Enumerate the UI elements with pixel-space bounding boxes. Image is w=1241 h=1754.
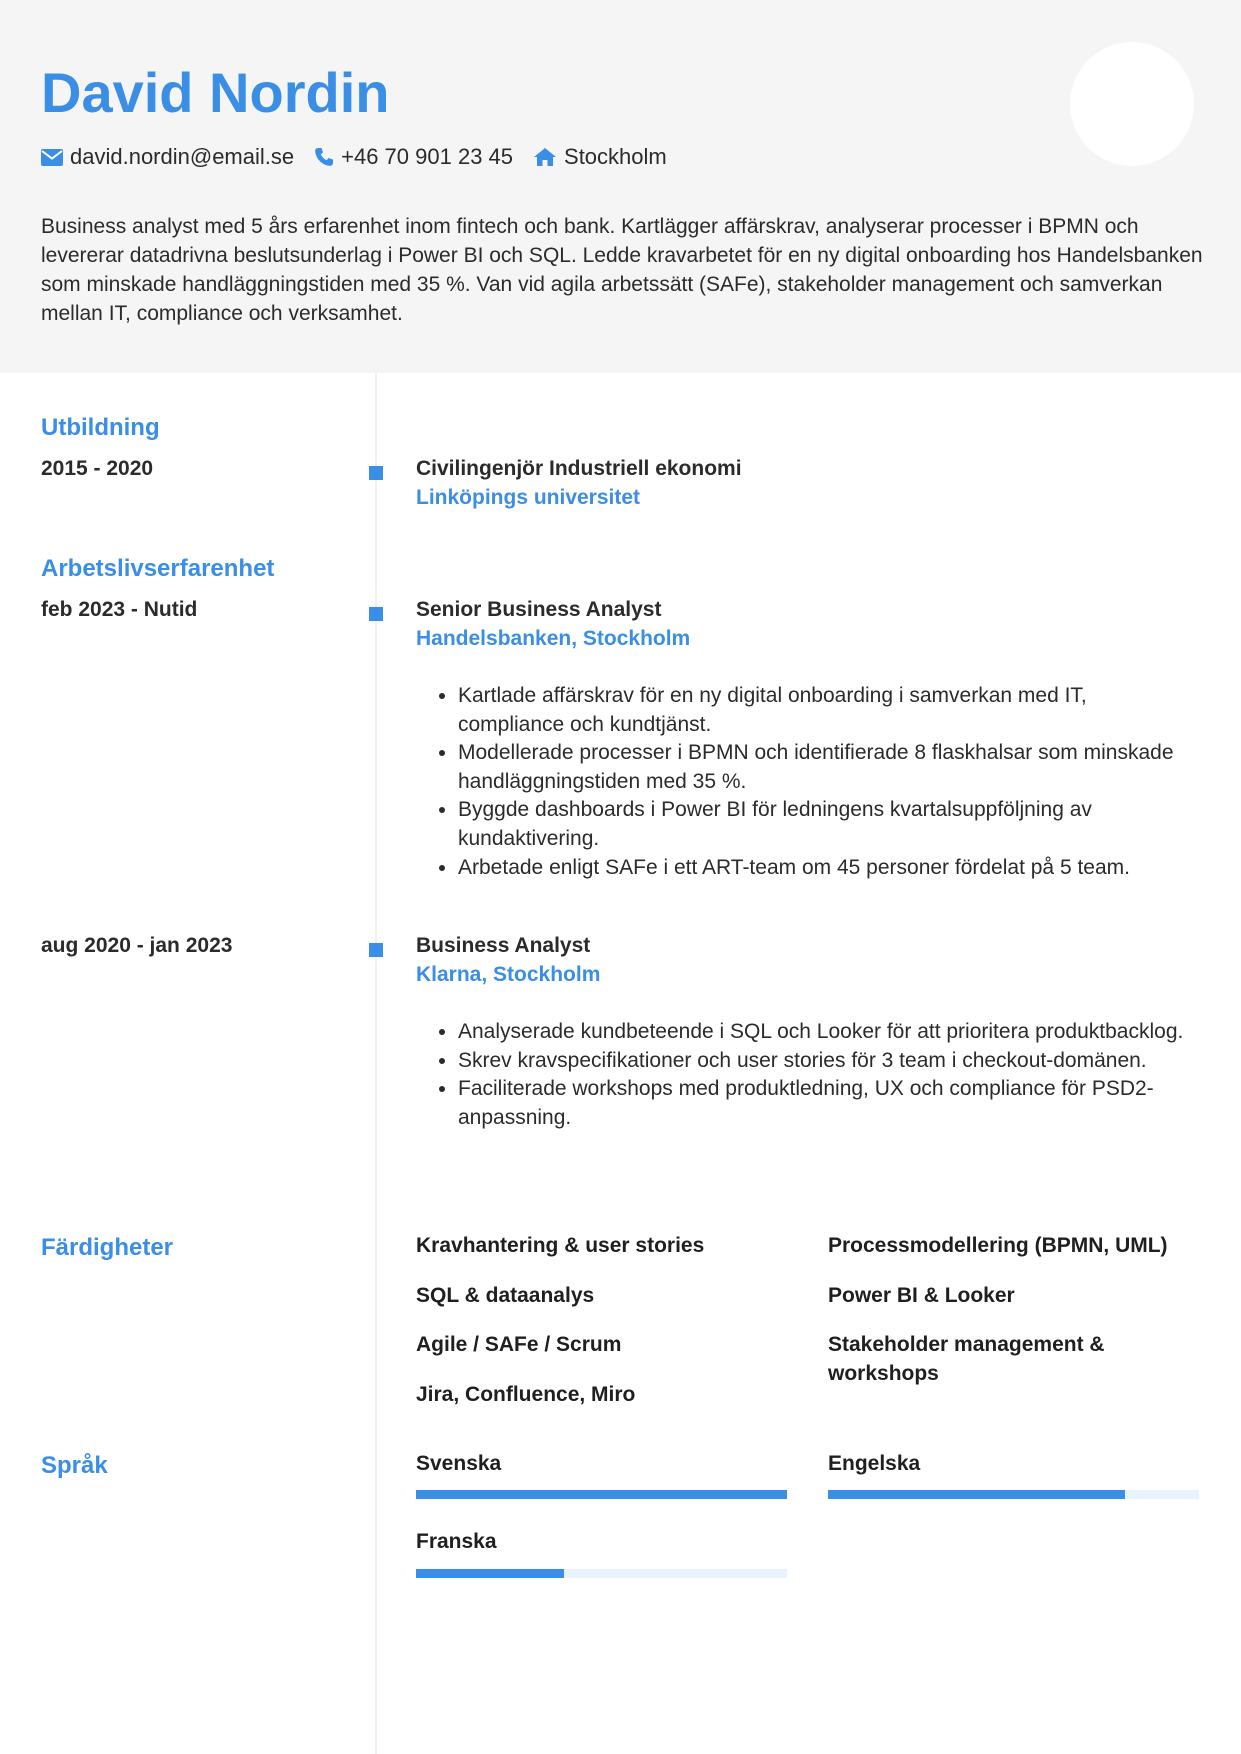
- language-level-bar: [416, 1490, 787, 1499]
- experience-bullets: [416, 1018, 1196, 1132]
- language-level-bar: [416, 1569, 787, 1578]
- skill-item: Power BI & Looker: [828, 1284, 1015, 1307]
- list-item: • Modellerade processer i BPMN och identifierade 8 flaskhalsar som minskade handläggningstiden med 35 %.: [458, 739, 1196, 796]
- home-icon: [533, 147, 557, 167]
- skill-item: Stakeholder management & workshops: [828, 1333, 1105, 1385]
- list-item: • Faciliterade workshops med produktledning, UX och compliance för PSD2-anpassning.: [458, 1075, 1196, 1132]
- language-level-fill: [416, 1569, 564, 1578]
- timeline-marker: [369, 466, 383, 480]
- profile-photo-placeholder: [1070, 42, 1194, 166]
- list-item: • Arbetade enligt SAFe i ett ART-team om 45 personer fördelat på 5 team.: [458, 854, 1196, 883]
- education-school: Linköpings universitet: [416, 486, 641, 509]
- phone-text: +46 70 901 23 45: [341, 144, 514, 169]
- experience-company: Handelsbanken, Stockholm: [416, 627, 691, 650]
- list-item: • Kartlade affärskrav för en ny digital onboarding i samverkan med IT, compliance och kundtjänst.: [458, 682, 1196, 739]
- skill-item: Processmodellering (BPMN, UML): [828, 1234, 1168, 1257]
- envelope-icon: [41, 149, 63, 166]
- list-item: • Skrev kravspecifikationer och user stories för 3 team i checkout-domänen.: [458, 1047, 1196, 1076]
- list-item: • Analyserade kundbeteende i SQL och Looker för att prioritera produktbacklog.: [458, 1018, 1196, 1047]
- email-text: david.nordin@email.se: [70, 144, 295, 169]
- education-degree: Civilingenjör Industriell ekonomi: [416, 457, 742, 480]
- experience-date: feb 2023 - Nutid: [41, 598, 198, 621]
- skill-item: Jira, Confluence, Miro: [416, 1383, 636, 1406]
- experience-date: aug 2020 - jan 2023: [41, 934, 233, 957]
- list-item: • Byggde dashboards i Power BI för ledningens kvartalsuppföljning av kundaktivering.: [458, 796, 1196, 853]
- education-date: 2015 - 2020: [41, 457, 154, 480]
- language-level-bar: [828, 1490, 1199, 1499]
- education-heading: Utbildning: [41, 414, 160, 441]
- experience-heading: Arbetslivserfarenhet: [41, 555, 275, 582]
- timeline-marker: [369, 607, 383, 621]
- language-name: Franska: [416, 1530, 497, 1553]
- experience-role: Business Analyst: [416, 934, 591, 957]
- candidate-name: David Nordin: [41, 61, 390, 124]
- language-name: Svenska: [416, 1452, 502, 1475]
- column-divider: [375, 373, 377, 1754]
- contact-email[interactable]: [41, 144, 294, 170]
- experience-bullets: [416, 682, 1196, 882]
- contact-row: [41, 142, 687, 172]
- profile-summary: Business analyst med 5 års erfarenhet inom fintech och bank. Kartlägger affärskrav, analyserar processer i BPMN och levererar datadrivna beslutsunderlag i Power BI och SQL. Ledde kravarbetet för en ny digital onboarding hos Handelsbanken som minskade handläggningstiden med 35 %. Van vid agila arbetssätt (SAFe), stakeholder management och samverkan mellan IT, compliance och verksamhet.: [41, 215, 1203, 325]
- skill-item: Agile / SAFe / Scrum: [416, 1333, 622, 1356]
- skills-heading: Färdigheter: [41, 1234, 174, 1261]
- header: [0, 0, 1241, 373]
- skill-item: Kravhantering & user stories: [416, 1234, 705, 1257]
- language-level-fill: [828, 1490, 1125, 1499]
- skill-item: SQL & dataanalys: [416, 1284, 595, 1307]
- contact-location: [533, 144, 667, 170]
- language-level-fill: [416, 1490, 787, 1499]
- location-text: Stockholm: [564, 144, 667, 169]
- language-name: Engelska: [828, 1452, 921, 1475]
- experience-role: Senior Business Analyst: [416, 598, 662, 621]
- phone-icon: [314, 147, 334, 167]
- experience-company: Klarna, Stockholm: [416, 963, 601, 986]
- timeline-marker: [369, 943, 383, 957]
- languages-heading: Språk: [41, 1452, 108, 1479]
- contact-phone[interactable]: [314, 144, 513, 170]
